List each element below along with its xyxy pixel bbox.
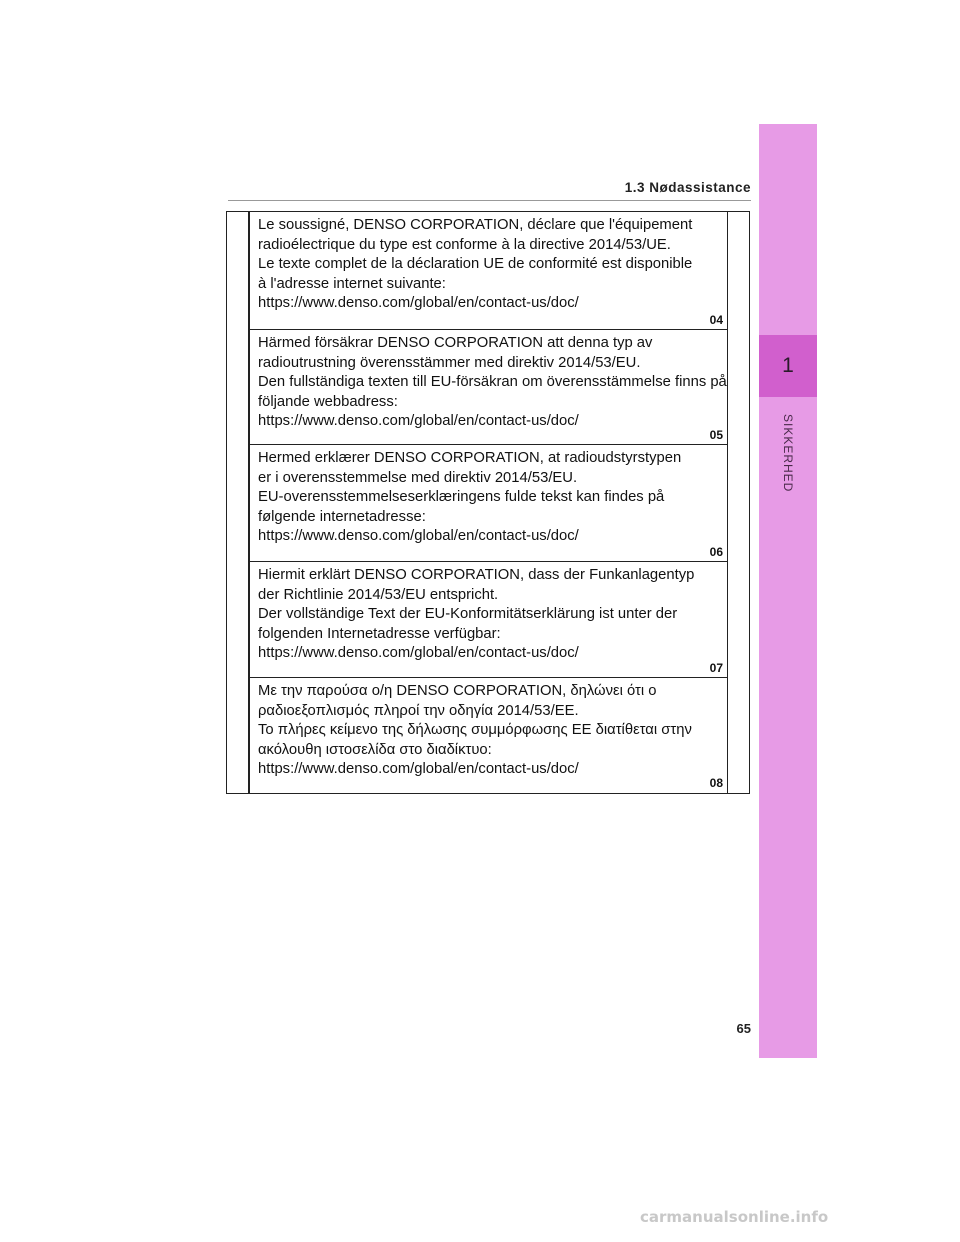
declaration-swedish (250, 330, 728, 445)
declaration-line: er i overensstemmelse med direktiv 2014/53/EU. (258, 469, 578, 486)
declaration-table (226, 211, 750, 794)
declaration-line: der Richtlinie 2014/53/EU entspricht. (258, 586, 499, 603)
declaration-line: Με την παρούσα ο/η DENSO CORPORATION, δηλώνει ότι ο (258, 683, 657, 699)
declaration-line: EU-overensstemmelseserklæringens fulde tekst kan findes på (258, 489, 665, 505)
declaration-line: Το πλήρες κείμενο της δήλωσης συμμόρφωσης ΕΕ διατίθεται στην (258, 722, 692, 738)
declaration-line: https://www.denso.com/global/en/contact-us/doc/ (258, 761, 579, 777)
declaration-line: följande webbadress: (258, 393, 398, 410)
declaration-french (250, 212, 728, 330)
declaration-line: ραδιοεξοπλισμός πληροί την οδηγία 2014/53/ΕΕ. (258, 702, 579, 719)
chapter-label-area (759, 408, 817, 498)
declaration-line: Hermed erklærer DENSO CORPORATION, at radioudstyrstypen (258, 450, 682, 466)
declaration-line: Härmed försäkrar DENSO CORPORATION att denna typ av (258, 335, 653, 351)
declaration-line: https://www.denso.com/global/en/contact-us/doc/ (258, 528, 579, 544)
declaration-greek (250, 678, 728, 792)
declaration-line: Le soussigné, DENSO CORPORATION, déclare que l'équipement (258, 217, 693, 233)
declaration-line: ακόλουθη ιστοσελίδα στο διαδίκτυο: (258, 741, 492, 758)
declaration-line: Hiermit erklärt DENSO CORPORATION, dass der Funkanlagentyp (258, 567, 695, 583)
declaration-code: 06 (709, 545, 723, 559)
declaration-line: https://www.denso.com/global/en/contact-us/doc/ (258, 413, 579, 429)
declaration-code: 08 (709, 776, 723, 790)
declaration-code: 04 (709, 313, 723, 327)
declaration-line: à l'adresse internet suivante: (258, 275, 446, 292)
section-title: 1.3 Nødassistance (624, 180, 751, 195)
declaration-line: Le texte complet de la déclaration UE de conformité est disponible (258, 256, 693, 272)
declaration-line: Der vollständige Text der EU-Konformitätserklärung ist unter der (258, 606, 678, 622)
declaration-line: folgenden Internetadresse verfügbar: (258, 625, 501, 642)
declaration-code: 07 (709, 661, 723, 675)
declaration-line: radioutrustning överensstämmer med direktiv 2014/53/EU. (258, 354, 641, 371)
declaration-danish (250, 445, 728, 562)
chapter-number-tab (759, 335, 817, 397)
declaration-line: https://www.denso.com/global/en/contact-us/doc/ (258, 645, 579, 661)
chapter-label: SIKKERHED (781, 413, 795, 493)
declaration-line: https://www.denso.com/global/en/contact-us/doc/ (258, 295, 579, 311)
declaration-line: følgende internetadresse: (258, 508, 426, 525)
chapter-number: 1 (782, 354, 794, 377)
declaration-code: 05 (709, 428, 723, 442)
watermark-text: carmanualsonline.info (640, 1208, 829, 1226)
declaration-line: Den fullständiga texten till EU-försäkran om överensstämmelse finns på (258, 374, 727, 390)
page-number: 65 (736, 1021, 751, 1036)
chapter-side-tab (759, 124, 817, 1058)
declaration-german (250, 562, 728, 678)
title-divider (228, 200, 751, 201)
declaration-line: radioélectrique du type est conforme à la directive 2014/53/UE. (258, 236, 671, 253)
